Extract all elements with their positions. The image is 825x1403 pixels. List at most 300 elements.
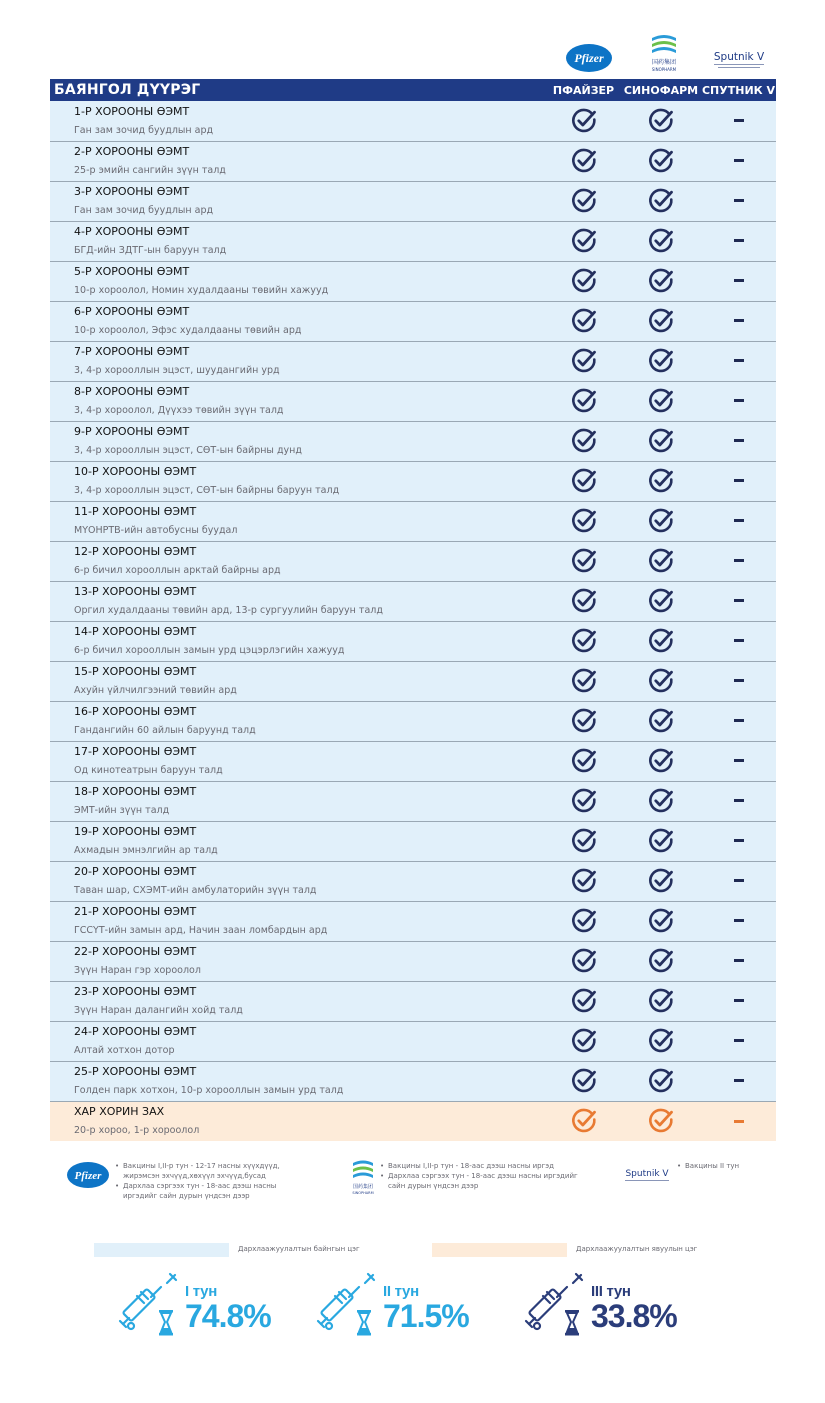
location-address: 3, 4-р хороолол, Дүүхээ төвийн зүүн талд [74,405,284,416]
dash-icon [734,919,744,922]
pfizer-cell [546,261,621,301]
svg-text:Pfizer: Pfizer [574,51,604,65]
check-icon [570,152,598,169]
check-icon [647,552,675,569]
location-address: ЭМТ-ийн зүүн талд [74,805,170,816]
location-cell [50,501,546,541]
pfizer-note-item: • Вакцины I,II-р тун - 12-17 насны хүүхдүүд, жирэмсэн эхчүүд,хөхүүл эхчүүд,бусад [115,1161,310,1181]
check-icon [570,232,598,249]
sinopharm-cell [621,101,701,141]
sputnik-cell [701,1021,776,1061]
location-cell [50,101,546,141]
location-cell [50,301,546,341]
check-icon [647,352,675,369]
check-icon [647,592,675,609]
sinopharm-note [380,1161,580,1191]
sinopharm-cell [621,581,701,621]
location-address: 6-р бичил хорооллын замын урд цэцэрлэгийн хажууд [74,645,345,656]
svg-text:SINOPHARM: SINOPHARM [651,67,677,72]
table-row [50,581,776,621]
location-name: 16-Р ХОРООНЫ ӨЭМТ [74,705,197,718]
check-icon [647,512,675,529]
svg-text:Sputnik V: Sputnik V [625,1169,669,1179]
table-row [50,261,776,301]
location-cell [50,1021,546,1061]
location-address: Ахмадын эмнэлгийн ар талд [74,845,218,856]
location-name: 3-Р ХОРООНЫ ӨЭМТ [74,185,190,198]
location-name: 20-Р ХОРООНЫ ӨЭМТ [74,865,197,878]
location-cell [50,981,546,1021]
sinopharm-cell [621,261,701,301]
table-row [50,381,776,421]
location-address: Зүүн Наран далангийн хойд талд [74,1005,243,1016]
check-icon [647,712,675,729]
dash-icon [734,1120,744,1123]
column-header-sinopharm: СИНОФАРМ [621,79,701,101]
dash-icon [734,399,744,402]
location-cell [50,861,546,901]
check-icon [647,232,675,249]
check-icon [570,1112,598,1129]
column-header-pfizer: ПФАЙЗЕР [546,79,621,101]
table-row [50,661,776,701]
check-icon [570,712,598,729]
sputnik-cell [701,181,776,221]
sinopharm-logo [642,32,686,74]
check-icon [647,632,675,649]
location-address: МҮОНРТВ-ийн автобусны буудал [74,525,238,536]
sputnik-logo [620,1166,674,1186]
location-address: 25-р эмийн сангийн зүүн талд [74,165,226,176]
location-cell [50,821,546,861]
check-icon [570,872,598,889]
location-name: 21-Р ХОРООНЫ ӨЭМТ [74,905,197,918]
sputnik-cell [701,821,776,861]
pfizer-cell [546,141,621,181]
table-row [50,701,776,741]
sputnik-logo [708,48,770,72]
check-icon [570,552,598,569]
sinopharm-cell [621,301,701,341]
location-name: 1-Р ХОРООНЫ ӨЭМТ [74,104,190,118]
check-icon [570,352,598,369]
check-icon [647,872,675,889]
table-row [50,101,776,141]
check-icon [570,392,598,409]
dose-label: II тун [383,1283,419,1300]
location-name: 15-Р ХОРООНЫ ӨЭМТ [74,665,197,678]
sputnik-cell [701,621,776,661]
dash-icon [734,999,744,1002]
sinopharm-cell [621,861,701,901]
pfizer-logo [565,42,613,74]
table-row [50,221,776,261]
table-row [50,981,776,1021]
table-row [50,501,776,541]
dash-icon [734,759,744,762]
pfizer-cell [546,341,621,381]
sinopharm-note-item: • Дархлаа сэргээх тун - 18-аас дээш насны иргэдийг сайн дурын үндсэн дээр [380,1171,580,1191]
sinopharm-cell [621,741,701,781]
location-address: 10-р хороолол, Номин худалдааны төвийн хажууд [74,285,329,296]
sputnik-cell [701,301,776,341]
location-cell [50,141,546,181]
syringe-icon [315,1270,385,1340]
sputnik-cell [701,221,776,261]
sinopharm-cell [621,1021,701,1061]
sputnik-cell [701,541,776,581]
location-cell [50,661,546,701]
sputnik-cell [701,1061,776,1101]
check-icon [570,512,598,529]
table-row [50,941,776,981]
check-icon [647,912,675,929]
dash-icon [734,519,744,522]
sinopharm-cell [621,901,701,941]
location-name: 17-Р ХОРООНЫ ӨЭМТ [74,745,197,758]
location-name: 25-Р ХОРООНЫ ӨЭМТ [74,1065,197,1078]
table-row [50,141,776,181]
pfizer-cell [546,501,621,541]
check-icon [570,592,598,609]
location-name: 13-Р ХОРООНЫ ӨЭМТ [74,585,197,598]
location-address: 3, 4-р хорооллын эцэст, шуудангийн урд [74,365,280,376]
dash-icon [734,839,744,842]
location-cell [50,261,546,301]
legend-label-mobile: Дархлаажуулалтын явуулын цэг [576,1245,698,1253]
sinopharm-cell [621,701,701,741]
pfizer-cell [546,1061,621,1101]
sinopharm-note-item: • Вакцины I,II-р тун - 18-аас дээш насны иргэд [380,1161,580,1171]
table-row [50,461,776,501]
sinopharm-cell [621,461,701,501]
column-header-sputnik: СПУТНИК V [701,79,776,101]
location-name: ХАР ХОРИН ЗАХ [74,1105,165,1119]
dash-icon [734,199,744,202]
check-icon [570,432,598,449]
sinopharm-cell [621,621,701,661]
check-icon [570,752,598,769]
pfizer-cell [546,861,621,901]
dash-icon [734,719,744,722]
check-icon [570,632,598,649]
syringe-icon [523,1270,593,1340]
dose-percent: 74.8% [185,1298,271,1334]
table-row [50,1021,776,1061]
dash-icon [734,639,744,642]
pfizer-cell [546,821,621,861]
dose-percent: 33.8% [591,1298,677,1334]
location-name: 12-Р ХОРООНЫ ӨЭМТ [74,545,197,558]
location-address: 20-р хороо, 1-р хороолол [74,1125,200,1137]
check-icon [570,792,598,809]
sputnik-cell [701,141,776,181]
dash-icon [734,559,744,562]
dash-icon [734,479,744,482]
dash-icon [734,1039,744,1042]
sputnik-cell [701,981,776,1021]
table-row [50,1101,776,1141]
check-icon [647,392,675,409]
location-address: Од кинотеатрын баруун талд [74,765,223,776]
location-name: 24-Р ХОРООНЫ ӨЭМТ [74,1025,197,1038]
check-icon [647,432,675,449]
sputnik-cell [701,501,776,541]
pfizer-cell [546,941,621,981]
location-name: 11-Р ХОРООНЫ ӨЭМТ [74,505,197,518]
legend-swatch-mobile [432,1243,567,1257]
sputnik-cell [701,901,776,941]
location-cell [50,741,546,781]
check-icon [647,1032,675,1049]
table-row [50,301,776,341]
check-icon [570,992,598,1009]
sputnik-note [677,1161,777,1171]
dose-stat-3 [523,1270,693,1340]
pfizer-note-item: • Дархлаа сэргээх тун - 18-аас дээш насны иргэдийг сайн дурын үндсэн дээр [115,1181,310,1201]
check-icon [570,112,598,129]
check-icon [647,472,675,489]
svg-text:国药集团: 国药集团 [651,59,677,66]
location-cell [50,701,546,741]
svg-text:国药集团: 国药集团 [352,1184,374,1190]
sputnik-cell [701,101,776,141]
pfizer-cell [546,461,621,501]
svg-text:Pfizer: Pfizer [74,1170,102,1182]
location-address: БГД-ийн ЗДТГ-ын баруун талд [74,245,227,256]
table-row [50,1061,776,1101]
sputnik-cell [701,741,776,781]
location-cell [50,901,546,941]
dash-icon [734,279,744,282]
table-row [50,541,776,581]
sputnik-note-item: • Вакцины II тун [677,1161,777,1171]
dash-icon [734,599,744,602]
sputnik-cell [701,461,776,501]
dash-icon [734,959,744,962]
check-icon [570,1032,598,1049]
pfizer-cell [546,741,621,781]
check-icon [647,192,675,209]
sputnik-cell [701,781,776,821]
pfizer-cell [546,621,621,661]
dose-stat-2 [315,1270,485,1340]
location-cell [50,621,546,661]
location-name: 19-Р ХОРООНЫ ӨЭМТ [74,825,197,838]
sinopharm-logo [346,1158,380,1196]
check-icon [647,1072,675,1089]
check-icon [570,192,598,209]
dose-label: III тун [591,1283,631,1300]
dose-percent: 71.5% [383,1298,469,1334]
location-cell [50,581,546,621]
sputnik-cell [701,581,776,621]
location-address: ГССҮТ-ийн замын ард, Начин заан ломбардын ард [74,925,328,936]
legend-label-fixed: Дархлаажуулалтын байнгын цэг [238,1245,360,1253]
check-icon [647,1112,675,1129]
location-address: Ган зам зочид буудлын ард [74,124,214,136]
pfizer-cell [546,701,621,741]
dose-label: I тун [185,1283,217,1300]
svg-text:Sputnik V: Sputnik V [713,51,765,63]
dash-icon [734,879,744,882]
location-name: 5-Р ХОРООНЫ ӨЭМТ [74,265,190,278]
vaccination-points-table [50,79,776,1141]
location-cell [50,221,546,261]
table-row [50,861,776,901]
location-address: Ахуйн үйлчилгээний төвийн ард [74,685,237,696]
location-name: 18-Р ХОРООНЫ ӨЭМТ [74,785,197,798]
location-address: Голден парк хотхон, 10-р хорооллын замын урд талд [74,1085,344,1096]
svg-text:SINOPHARM: SINOPHARM [352,1191,374,1195]
check-icon [647,672,675,689]
sinopharm-cell [621,661,701,701]
location-cell [50,381,546,421]
check-icon [570,272,598,289]
pfizer-note [115,1161,310,1201]
sinopharm-cell [621,341,701,381]
check-icon [647,752,675,769]
location-address: 3, 4-р хорооллын эцэст, СӨТ-ын байрны баруун талд [74,485,340,496]
location-name: 10-Р ХОРООНЫ ӨЭМТ [74,465,197,478]
location-address: 6-р бичил хорооллын арктай байрны ард [74,565,281,576]
location-name: 9-Р ХОРООНЫ ӨЭМТ [74,425,190,438]
dash-icon [734,439,744,442]
sputnik-cell [701,701,776,741]
check-icon [570,912,598,929]
check-icon [570,952,598,969]
check-icon [647,312,675,329]
pfizer-cell [546,181,621,221]
syringe-icon [117,1270,187,1340]
sinopharm-cell [621,141,701,181]
dose-coverage-stats [0,1270,825,1350]
dash-icon [734,1079,744,1082]
pfizer-cell [546,541,621,581]
district-title: БАЯНГОЛ ДҮҮРЭГ [50,79,546,101]
dose-stat-1 [117,1270,287,1340]
pfizer-logo [66,1160,110,1190]
table-row [50,341,776,381]
sputnik-cell [701,1101,776,1141]
legend [0,1242,825,1258]
sputnik-cell [701,341,776,381]
table-header [50,79,776,101]
check-icon [647,992,675,1009]
sputnik-cell [701,421,776,461]
sinopharm-cell [621,541,701,581]
location-cell [50,781,546,821]
location-name: 4-Р ХОРООНЫ ӨЭМТ [74,225,190,238]
location-address: Гандангийн 60 айлын баруунд талд [74,725,256,736]
vaccine-logos [0,40,825,76]
check-icon [570,472,598,489]
pfizer-cell [546,781,621,821]
sputnik-cell [701,861,776,901]
location-address: 3, 4-р хорооллын эцэст, СӨТ-ын байрны дунд [74,445,302,456]
dash-icon [734,359,744,362]
location-address: 10-р хороолол, Эфэс худалдааны төвийн ард [74,325,302,336]
sputnik-cell [701,941,776,981]
sinopharm-cell [621,1061,701,1101]
location-address: Ган зам зочид буудлын ард [74,205,214,216]
check-icon [570,672,598,689]
pfizer-cell [546,301,621,341]
sputnik-cell [701,261,776,301]
table-row [50,901,776,941]
sinopharm-cell [621,421,701,461]
sinopharm-cell [621,381,701,421]
location-address: Алтай хотхон дотор [74,1045,175,1056]
location-cell [50,181,546,221]
pfizer-cell [546,221,621,261]
vaccine-notes [0,1158,825,1218]
table-row [50,621,776,661]
pfizer-cell [546,901,621,941]
location-cell [50,461,546,501]
dash-icon [734,319,744,322]
location-cell [50,1101,546,1141]
table-row [50,181,776,221]
location-name: 22-Р ХОРООНЫ ӨЭМТ [74,945,197,958]
dash-icon [734,159,744,162]
location-name: 23-Р ХОРООНЫ ӨЭМТ [74,985,197,998]
sinopharm-cell [621,181,701,221]
sinopharm-cell [621,941,701,981]
check-icon [647,792,675,809]
check-icon [647,952,675,969]
pfizer-cell [546,1021,621,1061]
sinopharm-cell [621,981,701,1021]
dash-icon [734,679,744,682]
location-address: Оргил худалдааны төвийн ард, 13-р сургуулийн баруун талд [74,605,383,616]
location-name: 8-Р ХОРООНЫ ӨЭМТ [74,385,190,398]
sinopharm-cell [621,1101,701,1141]
check-icon [647,272,675,289]
location-name: 2-Р ХОРООНЫ ӨЭМТ [74,145,190,158]
sputnik-cell [701,661,776,701]
dash-icon [734,239,744,242]
pfizer-cell [546,1101,621,1141]
location-address: Таван шар, СХЭМТ-ийн амбулаторийн зүүн талд [74,885,317,896]
location-name: 7-Р ХОРООНЫ ӨЭМТ [74,345,190,358]
location-address: Зүүн Наран гэр хороолол [74,965,201,976]
legend-swatch-fixed [94,1243,229,1257]
location-cell [50,421,546,461]
check-icon [570,832,598,849]
sputnik-cell [701,381,776,421]
sinopharm-cell [621,221,701,261]
table-row [50,821,776,861]
location-cell [50,341,546,381]
sinopharm-cell [621,501,701,541]
sinopharm-cell [621,821,701,861]
location-cell [50,541,546,581]
check-icon [647,152,675,169]
pfizer-cell [546,581,621,621]
sinopharm-cell [621,781,701,821]
table-row [50,421,776,461]
pfizer-cell [546,661,621,701]
table-row [50,781,776,821]
pfizer-cell [546,101,621,141]
table-row [50,741,776,781]
check-icon [570,1072,598,1089]
pfizer-cell [546,421,621,461]
check-icon [570,312,598,329]
location-cell [50,1061,546,1101]
dash-icon [734,799,744,802]
